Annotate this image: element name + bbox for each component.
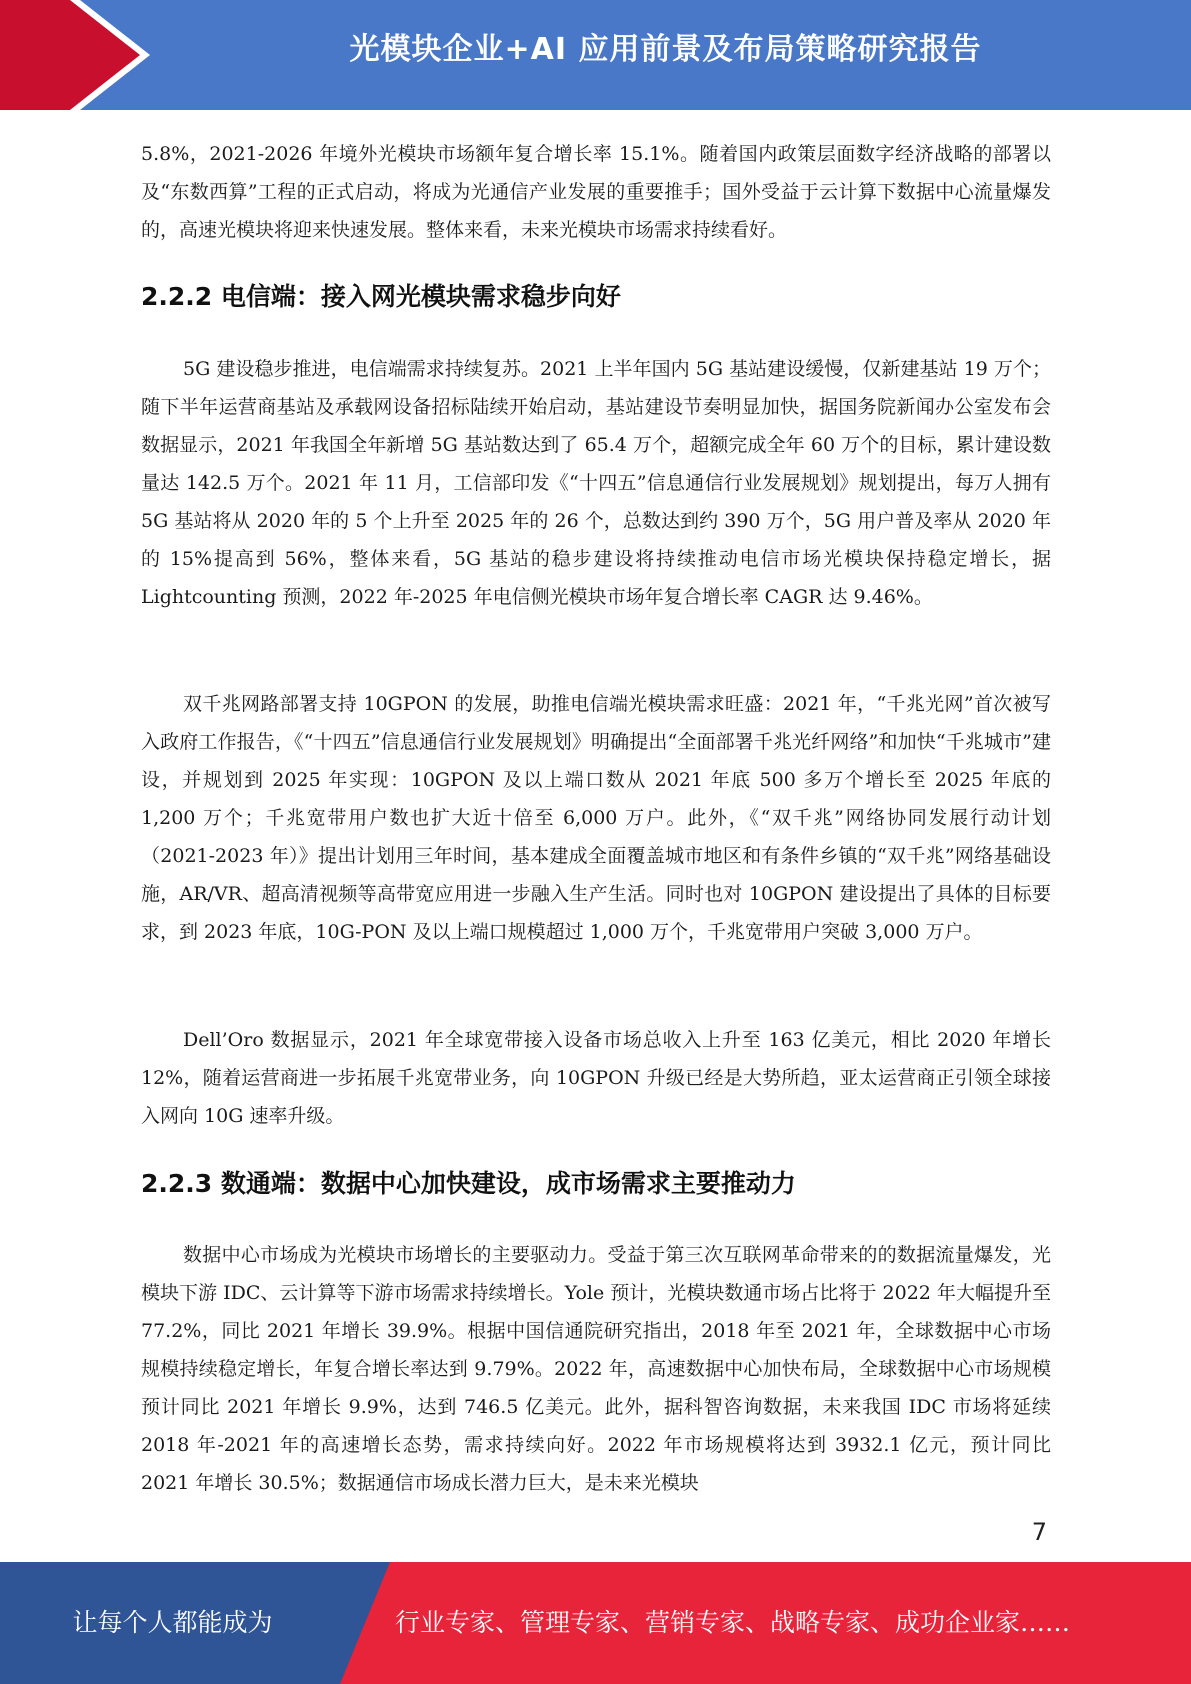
page-header	[0, 0, 1191, 110]
paragraph-dual-gigabit: 双千兆网路部署支持 10GPON 的发展，助推电信端光模块需求旺盛：2021 年，“千兆光网”首次被写入政府工作报告，《“十四五”信息通信行业发展规划》明确提出“全面部署千兆光纤网络”和加快“千兆城市”建设，并规划到 2025 年实现：10GPON 及以上端口数从 2021 年底 500 多万个增长至 2025 年底的 1,200 万个；千兆宽带用户数也扩大近十倍至 6,000 万户。此外，《“双千兆”网络协同发展行动计划（2021-2023 年）》提出计划用三年时间，基本建成全面覆盖城市地区和有条件乡镇的“双千兆”网络基础设施，AR/VR、超高清视频等高带宽应用进一步融入生产生活。同时也对 10GPON 建设提出了具体的目标要求，到 2023 年底，10G-PON 及以上端口规模超过 1,000 万个，千兆宽带用户突破 3,000 万户。	[141, 693, 1051, 943]
section-heading-datacom: 2.2.3 数通端：数据中心加快建设，成市场需求主要推动力	[141, 1169, 796, 1198]
paragraph-data-center: 数据中心市场成为光模块市场增长的主要驱动力。受益于第三次互联网革命带来的的数据流量爆发，光模块下游 IDC、云计算等下游市场需求持续增长。Yole 预计，光模块数通市场占比将于 2022 年大幅提升至 77.2%，同比 2021 年增长 39.9%。根据中国信通院研究指出，2018 年至 2021 年，全球数据中心市场规模持续稳定增长，年复合增长率达到 9.79%。2022 年，高速数据中心加快布局，全球数据中心市场规模预计同比 2021 年增长 9.9%，达到 746.5 亿美元。此外，据科智咨询数据，未来我国 IDC 市场将延续 2018 年-2021 年的高速增长态势，需求持续向好。2022 年市场规模将达到 3932.1 亿元，预计同比 2021 年增长 30.5%；数据通信市场成长潜力巨大，是未来光模块	[141, 1244, 1051, 1494]
section-heading-telecom: 2.2.2 电信端：接入网光模块需求稳步向好	[141, 282, 621, 311]
paragraph-5g-construction: 5G 建设稳步推进，电信端需求持续复苏。2021 上半年国内 5G 基站建设缓慢，仅新建基站 19 万个；随下半年运营商基站及承载网设备招标陆续开始启动，基站建设节奏明显加快，据国务院新闻办公室发布会数据显示，2021 年我国全年新增 5G 基站数达到了 65.4 万个，超额完成全年 60 万个的目标，累计建设数量达 142.5 万个。2021 年 11 月，工信部印发《“十四五”信息通信行业发展规划》规划提出，每万人拥有 5G 基站将从 2020 年的 5 个上升至 2025 年的 26 个，总数达到约 390 万个，5G 用户普及率从 2020 年的 15%提高到 56%，整体来看，5G 基站的稳步建设将持续推动电信市场光模块保持稳定增长，据 Lightcounting 预测，2022 年-2025 年电信侧光模块市场年复合增长率 CAGR 达 9.46%。	[141, 358, 1051, 608]
header-arrow-icon	[0, 0, 140, 110]
paragraph-market-outlook: 5.8%，2021-2026 年境外光模块市场额年复合增长率 15.1%。随着国内政策层面数字经济战略的部署以及“东数西算”工程的正式启动，将成为光通信产业发展的重要推手；国外受益于云计算下数据中心流量爆发的，高速光模块将迎来快速发展。整体来看，未来光模块市场需求持续看好。	[141, 143, 1051, 241]
footer-slogan-left: 让每个人都能成为	[72, 1608, 273, 1637]
report-title: 光模块企业+AI 应用前景及布局策略研究报告	[349, 32, 982, 67]
footer-slogan-right: 行业专家、管理专家、营销专家、战略专家、成功企业家……	[395, 1608, 1071, 1637]
page-footer	[0, 1562, 1191, 1684]
page-number: 7	[1031, 1518, 1047, 1546]
paragraph-delloro-data: Dell’Oro 数据显示，2021 年全球宽带接入设备市场总收入上升至 163 亿美元，相比 2020 年增长 12%，随着运营商进一步拓展千兆宽带业务，向 10GPON 升级已经是大势所趋，亚太运营商正引领全球接入网向 10G 速率升级。	[141, 1029, 1051, 1127]
